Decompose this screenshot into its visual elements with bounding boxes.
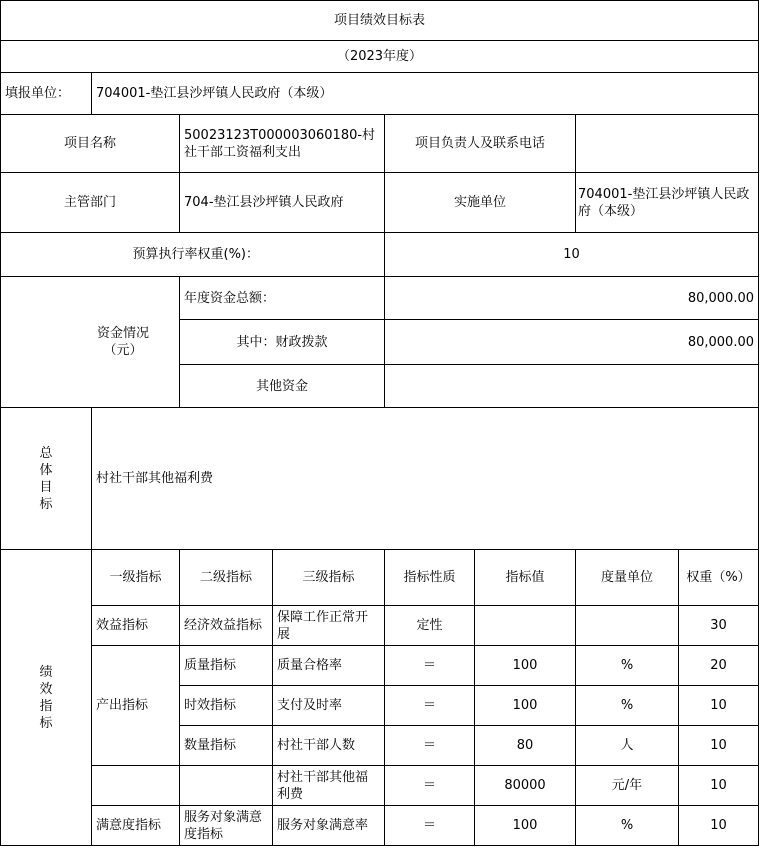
row-unit: % [576, 686, 679, 726]
performance-char: 绩 [39, 664, 53, 680]
performance-char: 指 [39, 698, 53, 714]
funding-label-line1: 资金情况 [96, 326, 149, 341]
row-level3: 支付及时率 [273, 686, 385, 726]
table-row [1, 806, 759, 846]
row-value: 100 [475, 646, 576, 686]
row-unit: % [576, 806, 679, 846]
row-weight: 20 [679, 646, 759, 686]
project-leader-value [576, 115, 759, 173]
header-value: 指标值 [475, 550, 576, 606]
funding-label [1, 277, 180, 408]
row-nature: ＝ [385, 766, 475, 806]
implementing-unit-label: 实施单位 [385, 173, 576, 233]
row-level3: 保障工作正常开展 [273, 606, 385, 646]
table-row [1, 766, 759, 806]
row-level1: 产出指标 [92, 646, 180, 766]
header-weight: 权重（%） [679, 550, 759, 606]
overall-goal-char: 体 [39, 462, 53, 478]
row-weight: 10 [679, 726, 759, 766]
row-nature: ＝ [385, 806, 475, 846]
row-level3: 质量合格率 [273, 646, 385, 686]
row-level3: 村社干部人数 [273, 726, 385, 766]
overall-goal-char: 目 [39, 479, 53, 495]
header-unit: 度量单位 [576, 550, 679, 606]
row-level2: 服务对象满意度指标 [180, 806, 273, 846]
funding-label-line2: （元） [103, 343, 143, 358]
fiscal-label: 其中：财政拨款 [180, 320, 385, 365]
table-title: 项目绩效目标表 [1, 1, 759, 41]
performance-char: 标 [39, 715, 53, 731]
row-level1: 满意度指标 [92, 806, 180, 846]
row-value [475, 606, 576, 646]
annual-total-label: 年度资金总额： [180, 277, 385, 320]
performance-label [1, 550, 92, 846]
performance-char: 效 [39, 681, 53, 697]
row-weight: 10 [679, 806, 759, 846]
overall-goal-char: 总 [39, 445, 53, 461]
budget-weight-label: 预算执行率权重(%)： [1, 233, 385, 277]
row-level2: 经济效益指标 [180, 606, 273, 646]
row-weight: 10 [679, 766, 759, 806]
row-value: 100 [475, 806, 576, 846]
budget-weight-value: 10 [385, 233, 759, 277]
header-nature: 指标性质 [385, 550, 475, 606]
row-value: 100 [475, 686, 576, 726]
row-level3: 村社干部其他福利费 [273, 766, 385, 806]
header-level1: 一级指标 [92, 550, 180, 606]
row-unit [576, 606, 679, 646]
row-level2: 数量指标 [180, 726, 273, 766]
row-level2: 质量指标 [180, 646, 273, 686]
header-level2: 二级指标 [180, 550, 273, 606]
table-row [1, 646, 759, 686]
row-nature: ＝ [385, 686, 475, 726]
row-unit: % [576, 646, 679, 686]
row-weight: 30 [679, 606, 759, 646]
overall-goal-value: 村社干部其他福利费 [92, 408, 759, 550]
project-name-label: 项目名称 [1, 115, 180, 173]
row-level2: 时效指标 [180, 686, 273, 726]
project-leader-label: 项目负责人及联系电话 [385, 115, 576, 173]
row-nature: ＝ [385, 646, 475, 686]
year-label: （2023年度） [1, 41, 759, 73]
row-unit: 元/年 [576, 766, 679, 806]
reporting-unit-value: 704001-垫江县沙坪镇人民政府（本级） [92, 73, 759, 115]
table-row [1, 606, 759, 646]
overall-goal-label [1, 408, 92, 550]
row-weight: 10 [679, 686, 759, 726]
row-nature: ＝ [385, 726, 475, 766]
annual-total-value: 80,000.00 [385, 277, 759, 320]
row-unit: 人 [576, 726, 679, 766]
project-name-value: 50023123T000003060180-村社干部工资福利支出 [180, 115, 385, 173]
supervising-dept-label: 主管部门 [1, 173, 180, 233]
other-funds-value [385, 365, 759, 408]
supervising-dept-value: 704-垫江县沙坪镇人民政府 [180, 173, 385, 233]
other-funds-label: 其他资金 [180, 365, 385, 408]
row-level3: 服务对象满意率 [273, 806, 385, 846]
row-level2 [180, 766, 273, 806]
overall-goal-char: 标 [39, 496, 53, 512]
reporting-unit-label: 填报单位： [1, 73, 92, 115]
row-nature: 定性 [385, 606, 475, 646]
row-value: 80000 [475, 766, 576, 806]
row-level1 [92, 766, 180, 806]
row-value: 80 [475, 726, 576, 766]
row-level1: 效益指标 [92, 606, 180, 646]
implementing-unit-value: 704001-垫江县沙坪镇人民政府（本级） [576, 173, 759, 233]
fiscal-value: 80,000.00 [385, 320, 759, 365]
header-level3: 三级指标 [273, 550, 385, 606]
